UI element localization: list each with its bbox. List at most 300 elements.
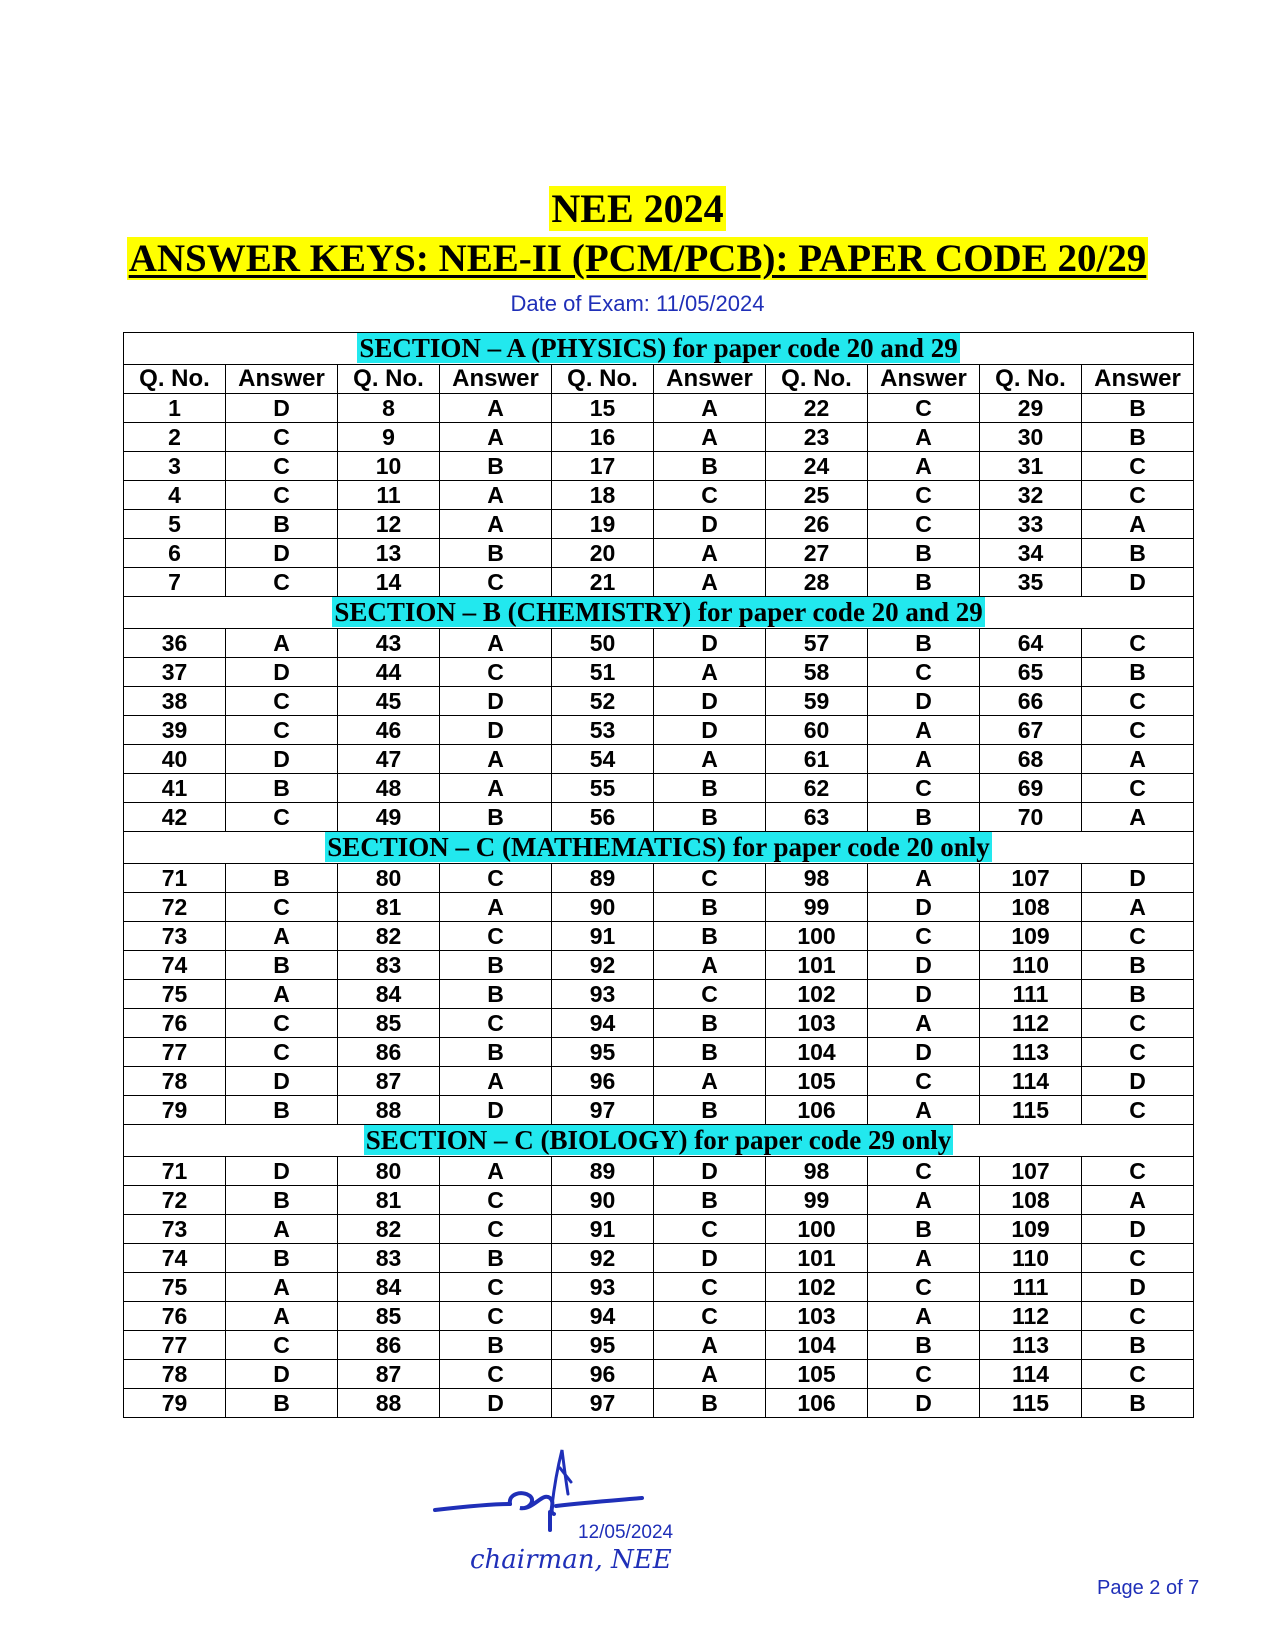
question-number-cell: 30 xyxy=(980,423,1082,452)
answer-cell: D xyxy=(868,980,980,1009)
answer-cell: D xyxy=(654,629,766,658)
question-number-cell: 64 xyxy=(980,629,1082,658)
question-number-cell: 48 xyxy=(338,774,440,803)
table-row xyxy=(124,1302,1194,1331)
question-number-cell: 73 xyxy=(124,1215,226,1244)
answer-cell: B xyxy=(440,1331,552,1360)
answer-cell: C xyxy=(1082,629,1194,658)
answer-cell: A xyxy=(654,568,766,597)
section-title-cell xyxy=(124,832,1194,864)
question-number-cell: 26 xyxy=(766,510,868,539)
question-number-cell: 80 xyxy=(338,1157,440,1186)
answer-cell: C xyxy=(868,1273,980,1302)
answer-cell: A xyxy=(868,1096,980,1125)
table-row xyxy=(124,1273,1194,1302)
question-number-cell: 115 xyxy=(980,1096,1082,1125)
question-number-cell: 12 xyxy=(338,510,440,539)
question-number-cell: 114 xyxy=(980,1360,1082,1389)
answer-cell: B xyxy=(868,629,980,658)
answer-cell: A xyxy=(1082,745,1194,774)
question-number-cell: 94 xyxy=(552,1009,654,1038)
question-number-cell: 24 xyxy=(766,452,868,481)
question-number-cell: 89 xyxy=(552,1157,654,1186)
question-number-cell: 33 xyxy=(980,510,1082,539)
table-row xyxy=(124,864,1194,893)
answer-cell: A xyxy=(440,745,552,774)
answer-cell: C xyxy=(440,1186,552,1215)
answer-cell: A xyxy=(440,394,552,423)
question-number-cell: 5 xyxy=(124,510,226,539)
table-row xyxy=(124,423,1194,452)
answer-cell: B xyxy=(868,568,980,597)
question-number-cell: 21 xyxy=(552,568,654,597)
question-number-cell: 88 xyxy=(338,1389,440,1418)
answer-cell: B xyxy=(868,1215,980,1244)
answer-cell: D xyxy=(868,893,980,922)
table-row xyxy=(124,803,1194,832)
question-number-cell: 84 xyxy=(338,1273,440,1302)
question-number-cell: 78 xyxy=(124,1360,226,1389)
answer-cell: C xyxy=(226,893,338,922)
question-number-cell: 10 xyxy=(338,452,440,481)
answer-cell: A xyxy=(868,745,980,774)
answer-cell: B xyxy=(1082,1389,1194,1418)
question-number-cell: 90 xyxy=(552,893,654,922)
question-number-cell: 36 xyxy=(124,629,226,658)
question-number-cell: 74 xyxy=(124,951,226,980)
question-number-cell: 85 xyxy=(338,1302,440,1331)
question-number-cell: 59 xyxy=(766,687,868,716)
answer-cell: D xyxy=(226,1067,338,1096)
question-number-cell: 63 xyxy=(766,803,868,832)
answer-cell: A xyxy=(654,951,766,980)
answer-cell: A xyxy=(1082,510,1194,539)
question-number-cell: 103 xyxy=(766,1009,868,1038)
question-number-cell: 71 xyxy=(124,864,226,893)
answer-cell: B xyxy=(440,452,552,481)
answer-cell: A xyxy=(226,980,338,1009)
question-number-cell: 18 xyxy=(552,481,654,510)
answer-cell: C xyxy=(440,1302,552,1331)
answer-cell: C xyxy=(654,481,766,510)
question-number-cell: 15 xyxy=(552,394,654,423)
question-number-cell: 109 xyxy=(980,1215,1082,1244)
answer-cell: C xyxy=(1082,774,1194,803)
question-number-cell: 56 xyxy=(552,803,654,832)
question-number-cell: 25 xyxy=(766,481,868,510)
answer-cell: A xyxy=(440,1067,552,1096)
answer-cell: B xyxy=(1082,1331,1194,1360)
question-number-cell: 86 xyxy=(338,1038,440,1067)
question-number-cell: 11 xyxy=(338,481,440,510)
column-header-answer: Answer xyxy=(1082,365,1194,394)
answer-cell: A xyxy=(1082,893,1194,922)
answer-cell: A xyxy=(654,394,766,423)
answer-cell: C xyxy=(1082,1302,1194,1331)
answer-cell: C xyxy=(1082,1157,1194,1186)
section-header-row xyxy=(124,333,1194,365)
question-number-cell: 80 xyxy=(338,864,440,893)
question-number-cell: 87 xyxy=(338,1067,440,1096)
answer-cell: B xyxy=(440,980,552,1009)
answer-cell: B xyxy=(226,1244,338,1273)
question-number-cell: 88 xyxy=(338,1096,440,1125)
answer-cell: C xyxy=(440,1273,552,1302)
question-number-cell: 61 xyxy=(766,745,868,774)
answer-cell: D xyxy=(1082,864,1194,893)
question-number-cell: 111 xyxy=(980,980,1082,1009)
question-number-cell: 53 xyxy=(552,716,654,745)
answer-cell: C xyxy=(226,452,338,481)
question-number-cell: 110 xyxy=(980,1244,1082,1273)
table-row xyxy=(124,1157,1194,1186)
question-number-cell: 105 xyxy=(766,1067,868,1096)
column-header-qno: Q. No. xyxy=(766,365,868,394)
question-number-cell: 22 xyxy=(766,394,868,423)
question-number-cell: 31 xyxy=(980,452,1082,481)
question-number-cell: 112 xyxy=(980,1302,1082,1331)
answer-cell: C xyxy=(226,568,338,597)
question-number-cell: 44 xyxy=(338,658,440,687)
answer-cell: D xyxy=(1082,1273,1194,1302)
question-number-cell: 92 xyxy=(552,951,654,980)
answer-cell: C xyxy=(440,658,552,687)
answer-cell: D xyxy=(226,1157,338,1186)
answer-cell: B xyxy=(440,539,552,568)
question-number-cell: 7 xyxy=(124,568,226,597)
answer-cell: D xyxy=(226,1360,338,1389)
question-number-cell: 1 xyxy=(124,394,226,423)
answer-cell: B xyxy=(1082,951,1194,980)
answer-cell: D xyxy=(654,687,766,716)
question-number-cell: 114 xyxy=(980,1067,1082,1096)
table-row xyxy=(124,1096,1194,1125)
question-number-cell: 50 xyxy=(552,629,654,658)
table-row xyxy=(124,629,1194,658)
answer-cell: C xyxy=(226,423,338,452)
answer-cell: A xyxy=(868,1186,980,1215)
question-number-cell: 104 xyxy=(766,1331,868,1360)
question-number-cell: 81 xyxy=(338,893,440,922)
answer-cell: D xyxy=(654,510,766,539)
answer-cell: A xyxy=(654,1331,766,1360)
answer-cell: A xyxy=(868,1302,980,1331)
question-number-cell: 71 xyxy=(124,1157,226,1186)
answer-cell: A xyxy=(226,1302,338,1331)
signatory-title: chairman, NEE xyxy=(470,1545,672,1575)
question-number-cell: 102 xyxy=(766,980,868,1009)
answer-cell: C xyxy=(868,1067,980,1096)
question-number-cell: 13 xyxy=(338,539,440,568)
column-header-qno: Q. No. xyxy=(552,365,654,394)
answer-cell: C xyxy=(1082,716,1194,745)
question-number-cell: 82 xyxy=(338,922,440,951)
answer-cell: B xyxy=(654,922,766,951)
answer-cell: C xyxy=(868,510,980,539)
answer-cell: D xyxy=(226,745,338,774)
answer-cell: B xyxy=(226,951,338,980)
table-row xyxy=(124,481,1194,510)
answer-cell: C xyxy=(226,803,338,832)
question-number-cell: 39 xyxy=(124,716,226,745)
table-row xyxy=(124,1360,1194,1389)
question-number-cell: 20 xyxy=(552,539,654,568)
section-title: SECTION – A (PHYSICS) for paper code 20 and 29 xyxy=(359,333,958,363)
table-row xyxy=(124,1389,1194,1418)
question-number-cell: 97 xyxy=(552,1389,654,1418)
table-row xyxy=(124,922,1194,951)
answer-cell: C xyxy=(654,1215,766,1244)
answer-cell: B xyxy=(654,1009,766,1038)
answer-cell: C xyxy=(868,1157,980,1186)
answer-cell: C xyxy=(868,394,980,423)
answer-cell: C xyxy=(226,1038,338,1067)
question-number-cell: 3 xyxy=(124,452,226,481)
question-number-cell: 29 xyxy=(980,394,1082,423)
answer-cell: A xyxy=(654,539,766,568)
answer-cell: A xyxy=(654,658,766,687)
question-number-cell: 8 xyxy=(338,394,440,423)
question-number-cell: 14 xyxy=(338,568,440,597)
answer-cell: B xyxy=(1082,423,1194,452)
answer-cell: C xyxy=(226,1331,338,1360)
answer-cell: B xyxy=(654,1389,766,1418)
answer-cell: B xyxy=(654,893,766,922)
question-number-cell: 68 xyxy=(980,745,1082,774)
answer-cell: B xyxy=(654,774,766,803)
answer-cell: D xyxy=(440,1389,552,1418)
answer-cell: B xyxy=(1082,539,1194,568)
question-number-cell: 100 xyxy=(766,922,868,951)
answer-key-body xyxy=(124,333,1194,1418)
answer-cell: C xyxy=(1082,687,1194,716)
question-number-cell: 107 xyxy=(980,1157,1082,1186)
answer-cell: C xyxy=(226,716,338,745)
question-number-cell: 111 xyxy=(980,1273,1082,1302)
answer-cell: C xyxy=(868,774,980,803)
question-number-cell: 109 xyxy=(980,922,1082,951)
question-number-cell: 58 xyxy=(766,658,868,687)
question-number-cell: 112 xyxy=(980,1009,1082,1038)
question-number-cell: 96 xyxy=(552,1360,654,1389)
answer-cell: B xyxy=(654,1186,766,1215)
answer-cell: A xyxy=(1082,803,1194,832)
question-number-cell: 103 xyxy=(766,1302,868,1331)
section-title: SECTION – C (BIOLOGY) for paper code 29 only xyxy=(365,1125,952,1155)
answer-cell: C xyxy=(226,481,338,510)
question-number-cell: 60 xyxy=(766,716,868,745)
question-number-cell: 105 xyxy=(766,1360,868,1389)
question-number-cell: 89 xyxy=(552,864,654,893)
answer-cell: A xyxy=(654,1067,766,1096)
page-number: Page 2 of 7 xyxy=(1097,1577,1200,1599)
question-number-cell: 70 xyxy=(980,803,1082,832)
section-header-row xyxy=(124,597,1194,629)
section-title-cell xyxy=(124,597,1194,629)
column-header-answer: Answer xyxy=(868,365,980,394)
answer-cell: C xyxy=(1082,1244,1194,1273)
answer-cell: B xyxy=(654,452,766,481)
question-number-cell: 94 xyxy=(552,1302,654,1331)
question-number-cell: 40 xyxy=(124,745,226,774)
answer-cell: A xyxy=(440,1157,552,1186)
answer-cell: A xyxy=(654,745,766,774)
question-number-cell: 91 xyxy=(552,922,654,951)
table-row xyxy=(124,394,1194,423)
answer-cell: B xyxy=(226,864,338,893)
answer-cell: A xyxy=(226,1273,338,1302)
question-number-cell: 99 xyxy=(766,893,868,922)
answer-cell: C xyxy=(868,658,980,687)
question-number-cell: 93 xyxy=(552,980,654,1009)
answer-cell: B xyxy=(440,1038,552,1067)
answer-cell: A xyxy=(226,1215,338,1244)
table-row xyxy=(124,1244,1194,1273)
question-number-cell: 78 xyxy=(124,1067,226,1096)
question-number-cell: 32 xyxy=(980,481,1082,510)
question-number-cell: 82 xyxy=(338,1215,440,1244)
question-number-cell: 6 xyxy=(124,539,226,568)
question-number-cell: 27 xyxy=(766,539,868,568)
column-header-answer: Answer xyxy=(226,365,338,394)
table-row xyxy=(124,539,1194,568)
table-row xyxy=(124,893,1194,922)
answer-cell: B xyxy=(226,1186,338,1215)
question-number-cell: 85 xyxy=(338,1009,440,1038)
question-number-cell: 77 xyxy=(124,1038,226,1067)
answer-cell: A xyxy=(440,893,552,922)
table-row xyxy=(124,568,1194,597)
question-number-cell: 57 xyxy=(766,629,868,658)
answer-cell: A xyxy=(868,423,980,452)
answer-cell: D xyxy=(226,394,338,423)
answer-cell: A xyxy=(868,716,980,745)
question-number-cell: 66 xyxy=(980,687,1082,716)
answer-cell: B xyxy=(440,803,552,832)
question-number-cell: 77 xyxy=(124,1331,226,1360)
column-header-answer: Answer xyxy=(440,365,552,394)
answer-cell: B xyxy=(1082,980,1194,1009)
question-number-cell: 108 xyxy=(980,1186,1082,1215)
question-number-cell: 16 xyxy=(552,423,654,452)
question-number-cell: 110 xyxy=(980,951,1082,980)
question-number-cell: 83 xyxy=(338,1244,440,1273)
section-title-cell xyxy=(124,333,1194,365)
column-header-qno: Q. No. xyxy=(980,365,1082,394)
answer-cell: C xyxy=(440,1215,552,1244)
answer-cell: B xyxy=(226,1096,338,1125)
question-number-cell: 2 xyxy=(124,423,226,452)
section-header-row xyxy=(124,832,1194,864)
answer-cell: A xyxy=(440,481,552,510)
question-number-cell: 96 xyxy=(552,1067,654,1096)
answer-cell: C xyxy=(1082,1009,1194,1038)
table-row xyxy=(124,1186,1194,1215)
answer-cell: B xyxy=(226,774,338,803)
answer-cell: C xyxy=(1082,922,1194,951)
question-number-cell: 41 xyxy=(124,774,226,803)
question-number-cell: 101 xyxy=(766,1244,868,1273)
question-number-cell: 83 xyxy=(338,951,440,980)
answer-cell: B xyxy=(868,803,980,832)
table-row xyxy=(124,745,1194,774)
answer-cell: C xyxy=(226,1009,338,1038)
question-number-cell: 99 xyxy=(766,1186,868,1215)
answer-cell: D xyxy=(1082,1215,1194,1244)
answer-cell: D xyxy=(654,1157,766,1186)
question-number-cell: 45 xyxy=(338,687,440,716)
answer-cell: C xyxy=(868,1360,980,1389)
question-number-cell: 81 xyxy=(338,1186,440,1215)
column-header-answer: Answer xyxy=(654,365,766,394)
question-number-cell: 98 xyxy=(766,1157,868,1186)
answer-cell: D xyxy=(868,951,980,980)
table-row xyxy=(124,1009,1194,1038)
answer-cell: C xyxy=(1082,1096,1194,1125)
question-number-cell: 62 xyxy=(766,774,868,803)
question-number-cell: 55 xyxy=(552,774,654,803)
answer-cell: C xyxy=(654,1302,766,1331)
answer-cell: A xyxy=(868,864,980,893)
answer-cell: D xyxy=(1082,1067,1194,1096)
answer-cell: D xyxy=(440,687,552,716)
answer-cell: A xyxy=(440,774,552,803)
question-number-cell: 38 xyxy=(124,687,226,716)
answer-cell: D xyxy=(868,1038,980,1067)
question-number-cell: 28 xyxy=(766,568,868,597)
column-header-qno: Q. No. xyxy=(338,365,440,394)
section-title-cell xyxy=(124,1125,1194,1157)
answer-cell: B xyxy=(654,1096,766,1125)
question-number-cell: 100 xyxy=(766,1215,868,1244)
answer-cell: C xyxy=(1082,452,1194,481)
table-row xyxy=(124,1331,1194,1360)
question-number-cell: 72 xyxy=(124,893,226,922)
answer-cell: B xyxy=(226,1389,338,1418)
answer-cell: B xyxy=(440,1244,552,1273)
question-number-cell: 69 xyxy=(980,774,1082,803)
answer-cell: C xyxy=(654,980,766,1009)
answer-cell: D xyxy=(440,716,552,745)
question-number-cell: 90 xyxy=(552,1186,654,1215)
table-row xyxy=(124,716,1194,745)
question-number-cell: 106 xyxy=(766,1389,868,1418)
question-number-cell: 86 xyxy=(338,1331,440,1360)
question-number-cell: 93 xyxy=(552,1273,654,1302)
question-number-cell: 67 xyxy=(980,716,1082,745)
question-number-cell: 9 xyxy=(338,423,440,452)
column-header-qno: Q. No. xyxy=(124,365,226,394)
question-number-cell: 34 xyxy=(980,539,1082,568)
answer-cell: C xyxy=(440,864,552,893)
table-row xyxy=(124,658,1194,687)
answer-cell: D xyxy=(654,716,766,745)
exam-date: Date of Exam: 11/05/2024 xyxy=(510,291,765,316)
answer-cell: D xyxy=(226,539,338,568)
answer-cell: A xyxy=(868,1244,980,1273)
answer-cell: C xyxy=(440,1009,552,1038)
question-number-cell: 98 xyxy=(766,864,868,893)
answer-cell: C xyxy=(654,1273,766,1302)
answer-cell: D xyxy=(226,658,338,687)
answer-cell: C xyxy=(654,864,766,893)
question-number-cell: 101 xyxy=(766,951,868,980)
table-row xyxy=(124,1215,1194,1244)
question-number-cell: 75 xyxy=(124,980,226,1009)
question-number-cell: 108 xyxy=(980,893,1082,922)
question-number-cell: 43 xyxy=(338,629,440,658)
answer-cell: A xyxy=(226,629,338,658)
